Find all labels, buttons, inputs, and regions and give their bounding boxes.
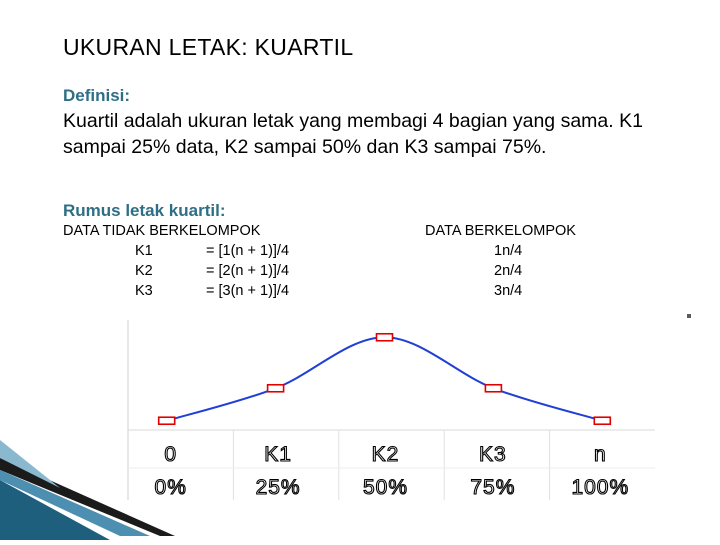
category-label-n: n	[593, 443, 607, 466]
grouped-k3-formula: 3n/4	[494, 283, 523, 299]
category-label-k3: K3	[479, 443, 507, 466]
ungrouped-k2-label: K2	[135, 263, 153, 279]
definition-label: Definisi:	[63, 86, 131, 105]
category-label-k1: K1	[264, 443, 292, 466]
ungrouped-k3-formula: = [3(n + 1)]/4	[206, 283, 290, 299]
category-label-k2: K2	[371, 443, 400, 466]
percent-label-0: 0%	[154, 476, 187, 499]
percent-label-1: 25%	[255, 476, 301, 499]
grouped-k1-formula: 1n/4	[494, 243, 523, 259]
ungrouped-heading: DATA TIDAK BERKELOMPOK	[63, 223, 261, 239]
definition-text: Kuartil adalah ukuran letak yang membagi 4 bagian yang sama. K1 sampai 25% data, K2 sampai 50% dan K3 sampai 75%.	[63, 110, 643, 158]
ungrouped-k3-label: K3	[135, 283, 153, 299]
grouped-k2-formula: 2n/4	[494, 263, 523, 279]
percent-label-4: 100%	[571, 476, 630, 499]
ungrouped-k1-label: K1	[135, 243, 153, 259]
formula-label: Rumus letak kuartil:	[63, 201, 226, 220]
percent-label-2: 50%	[362, 476, 409, 499]
data-point-k3	[485, 385, 501, 392]
data-point-k2	[377, 334, 393, 341]
data-point-n	[594, 417, 610, 424]
category-label-0: 0	[164, 443, 178, 466]
ungrouped-k2-formula: = [2(n + 1)]/4	[206, 263, 290, 279]
data-point-k1	[268, 385, 284, 392]
slide-title: UKURAN LETAK: KUARTIL	[63, 34, 354, 60]
data-point-0	[159, 417, 175, 424]
grouped-heading: DATA BERKELOMPOK	[425, 223, 576, 239]
ungrouped-k1-formula: = [1(n + 1)]/4	[206, 243, 290, 259]
percent-label-3: 75%	[470, 476, 516, 499]
decorative-corner-swoosh	[0, 440, 200, 540]
